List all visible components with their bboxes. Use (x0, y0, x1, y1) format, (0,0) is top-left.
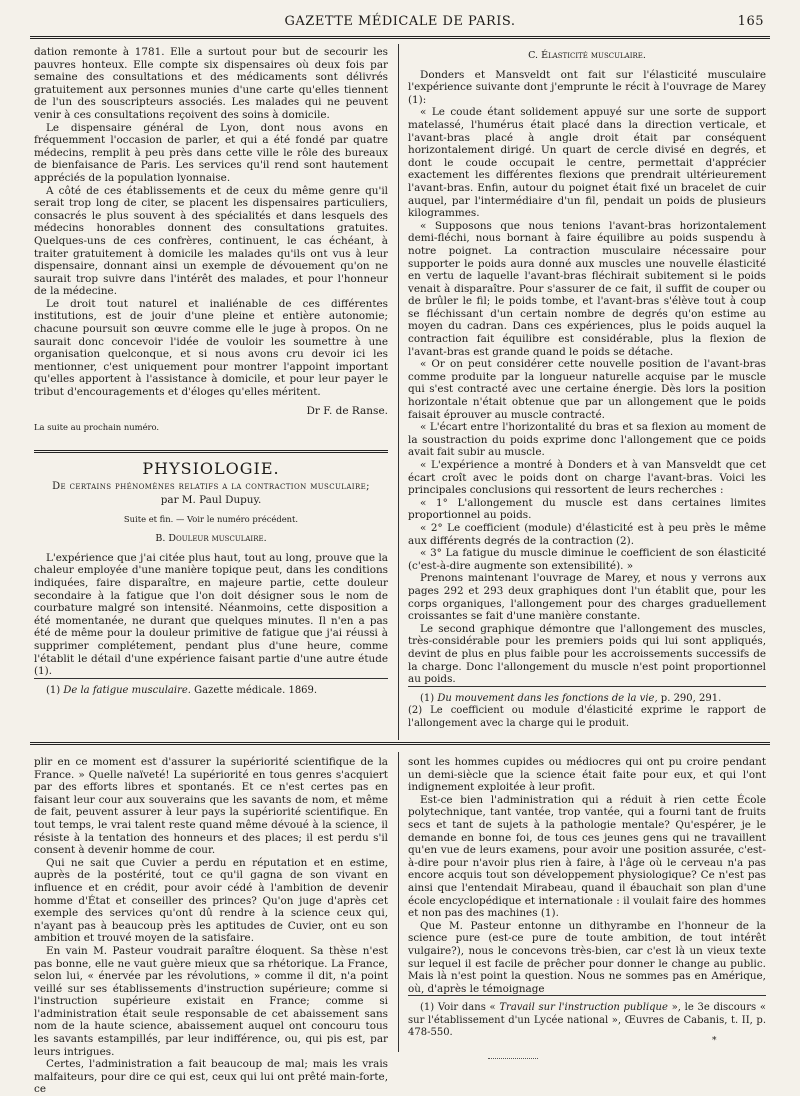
paragraph: « L'expérience a montré à Donders et à van Mansveldt que cet écart croît avec le poids dont on charge l'avant-bras. Voici les principales conclusions qui ressortent de leurs recherches : (408, 459, 766, 497)
article-title: De certains phénomènes relatifs a la contraction musculaire; (52, 481, 370, 493)
paragraph: Prenons maintenant l'ouvrage de Marey, et nous y verrons aux pages 292 et 293 deux graphiques dont l'un établit que, pour les corps organiques, l'allongement pour des charges graduellement croissantes se fait d'une manière constante. (408, 572, 766, 623)
paragraph: Que M. Pasteur entonne un dithyrambe en l'honneur de la science pure (est-ce pure de toute ambition, de tout intérêt vulgaire?), nous le concevons très-bien, car c'est là un vieux texte sur lequel il est facile de prêcher pour donner le change au public. Mais là n'est point la question. Nous ne sommes pas en Amérique, où, d'après le témoignage (408, 919, 766, 995)
paragraph: « Le coude étant solidement appuyé sur une sorte de support matelassé, l'humérus était placé dans la direction verticale, et l'avant-bras placé à angle droit était par conséquent horizontalement dirigé. Un quart de cercle divisé en degrés, et dont le coude occupait le centre, permettait d'apprécier exactement les différentes flexions que prendrait ultérieurement l'avant-bras. Enfin, autour du poignet était fixé un bracelet de cuir auquel, par l'intermédiaire d'un fil, pendait un poids de plusieurs kilogrammes. (408, 106, 766, 220)
footnote (34, 678, 388, 698)
paragraph: Le dispensaire général de Lyon, dont nous avons en fréquemment l'occasion de parler, et qui a été fondé par quatre médecins, remplit à peu près dans cette ville le rôle des bureaux de bienfaisance de Paris. Les services qu'il rend sont hautement appréciés de la population lyonnaise. (34, 121, 388, 184)
footnote-rest: », le 3e discours « sur l'établissement d'un Lycée national », Œuvres de Cabanis, t. II, p. 478-550. (408, 1002, 766, 1039)
left-column (34, 46, 388, 697)
subsection-title: C. Élasticité musculaire. (528, 50, 646, 61)
section-rule (34, 450, 388, 453)
footnote-title: Du mouvement dans les fonctions de la vie, (437, 692, 658, 704)
continuation-note: Suite et fin. — Voir le numéro précédent. (123, 513, 299, 524)
paragraph: « Supposons que nous tenions l'avant-bras horizontalement demi-fléchi, nous bornant à faire équilibre au poids suspendu à notre poignet. La contraction musculaire nécessaire pour supporter le poids aura donné aux muscles une nouvelle élasticité en vertu de laquelle l'avant-bras fléchirait subitement si le poids venait à disparaître. Pour s'assurer de ce fait, il suffit de couper ou de brûler le fil; le poids tombe, et l'avant-bras s'élève tout à coup se fléchissant d'un certain nombre de degrés qu'on estime au moyen du cadran. Dans ces expériences, plus le poids auquel la contraction fait équilibre est considérable, plus la flexion de l'avant-bras est grande quand le poids se détache. (408, 219, 766, 358)
paragraph: L'expérience que j'ai citée plus haut, tout au long, prouve que la chaleur employée d'une manière topique peut, dans les conditions indiquées, faire disparaître, en majeure partie, cette douleur secondaire à la fatigue que l'on doit désigner sous le nom de courbature malgré son intensité. Néanmoins, cette disposition a été momentanée, ne durant que quelques minutes. Il n'en a pas été de même pour la douleur primitive de fatigue que j'ai réussi à supprimer complétement, pendant plus d'une heure, comme l'établit le détail d'une expérience faisant partie d'une autre étude (1). (34, 551, 388, 678)
section-divider (30, 742, 770, 745)
paragraph: A côté de ces établissements et de ceux du même genre qu'il serait trop long de citer, se placent les dispensaires particuliers, consacrés le plus souvent à des spécialités et dans lesquels des médecins honorables donnent des consultations gratuites. Quelques-uns de ces confrères, continuent, le cas échéant, à traiter gratuitement à domicile les malades qu'ils ont vus à leur dispensaire, donnant ainsi un exemple de dévouement qu'on ne saurait trop suivre dans l'intérêt des malades, et pour l'honneur de la médecine. (34, 184, 388, 298)
paragraph: « Or on peut considérer cette nouvelle position de l'avant-bras comme produite par la longueur naturelle acquise par le muscle qui s'est contracté avec une certaine énergie. Dès lors la position horizontale n'était obtenue que par un allongement que le poids faisait éprouver au muscle contracté. (408, 358, 766, 421)
footnote-lead: (1) Voir dans « (420, 1002, 500, 1014)
bottom-left-column (34, 756, 388, 1096)
continuation-note: La suite au prochain numéro. (34, 422, 160, 433)
footnote-pages: p. 290, 291. (657, 692, 722, 704)
paragraph: « 2° Le coefficient (module) d'élasticité est à peu près le même aux différents degrés de la contraction (2). (408, 521, 766, 547)
paragraph: Le droit tout naturel et inaliénable de ces différentes institutions, est de jouir d'une pleine et entière autonomie; chacune poursuit son œuvre comme elle le juge à propos. On ne saurait donc concevoir l'idée de vouloir les soumettre à une organisation quelconque, et si nous avons cru devoir ici les mentionner, c'est uniquement pour montrer l'appoint important qu'elles apportent à l'assistance à domicile, et pour leur payer le tribut d'encouragements et d'éloges qu'elles méritent. (34, 297, 388, 399)
paragraph: Certes, l'administration a fait beaucoup de mal; mais les vrais malfaiteurs, pour dire ce qui est, ceux qui lui ont prêté main-forte, ce (34, 1058, 388, 1096)
footnote (408, 995, 766, 1040)
ornament-rule (488, 1058, 538, 1059)
right-column (408, 46, 766, 730)
bottom-right-column (408, 756, 766, 1040)
column-divider-bottom (398, 752, 399, 1052)
footnote (408, 686, 766, 706)
paragraph: Est-ce bien l'administration qui a réduit à rien cette École polytechnique, tant vantée, trop vantée, qui a fourni tant de fruits secs et tant de sujets à la pathologie mentale? Qu'espérer, je le demande en bonne foi, de tous ces jeunes gens qui ne travaillent qu'en vue de leurs examens, pour avoir une position assurée, c'est-à-dire pour n'avoir plus rien à faire, à l'âge où le cerveau n'a pas encore acquis tout son développement physiologique? Ce n'est pas ainsi que l'entendait Mirabeau, quand il ébauchait son plan d'une école encyclopédique et internationale : il voulait faire des hommes et non pas des machines (1). (408, 793, 766, 920)
column-divider (398, 44, 399, 740)
journal-title: GAZETTE MÉDICALE DE PARIS. (284, 14, 516, 29)
paragraph: « L'écart entre l'horizontalité du bras et sa flexion au moment de la soustraction du poids exprime donc l'allongement que ce poids avait fait subir au muscle. (408, 421, 766, 459)
subsection-title: B. Douleur musculaire. (155, 533, 267, 545)
paragraph: Qui ne sait que Cuvier a perdu en réputation et en estime, auprès de la postérité, tout ce qu'il gagna de son vivant en influence et en crédit, pour avoir cédé à l'ambition de devenir homme d'État et conseiller des princes? Qu'on juge d'après cet exemple des services qu'ont dû rendre à la science ceux qui, n'ayant pas à beaucoup près les aptitudes de Cuvier, ont eu son ambition et trouvé moyen de la satisfaire. (34, 856, 388, 945)
footnote-number: (1) (420, 692, 435, 704)
section-title: PHYSIOLOGIE. (142, 458, 280, 478)
footnote-title: Travail sur l'instruction publique (499, 1002, 668, 1014)
footnote-source: Gazette médicale. 1869. (190, 684, 318, 696)
paragraph: sont les hommes cupides ou médiocres qui ont pu croire pendant un demi-siècle que la science était faite pour eux, et qui l'ont indignement exploitée à leur profit. (408, 756, 766, 794)
page-number: 165 (737, 14, 764, 29)
footnote: (2) Le coefficient ou module d'élasticité exprime le rapport de l'allongement avec la charge qui le produit. (408, 705, 766, 729)
paragraph: « 1° L'allongement du muscle est dans certaines limites proportionnel au poids. (408, 496, 766, 522)
paragraph: Le second graphique démontre que l'allongement des muscles, très-considérable pour les premiers poids qui lui sont appliqués, devint de plus en plus faible pour les accroissements successifs de la charge. Donc l'allongement du muscle n'est point proportionnel au poids. (408, 622, 766, 686)
author-signature: Dr F. de Ranse. (306, 404, 388, 417)
running-header (30, 14, 770, 34)
paragraph: Donders et Mansveldt ont fait sur l'élasticité musculaire l'expérience suivante dont j'emprunte le récit à l'ouvrage de Marey (1): (408, 68, 766, 106)
footnote-title: De la fatigue musculaire. (63, 684, 191, 696)
paragraph: plir en ce moment est d'assurer la supériorité scientifique de la France. » Quelle naïveté! La supériorité en tous genres s'acquiert par des efforts libres et spontanés. Et ce n'est certes pas en faisant leur cour aux souverains que les savants de nom, et même de fait, peuvent assurer à leur pays la supériorité scientifique. En tout temps, le vrai talent reste quand même dévoué à la science, il résiste à la tentation des honneurs et des places; il est perdu s'il consent à devenir homme de cour. (34, 756, 388, 857)
paragraph: En vain M. Pasteur voudrait paraître éloquent. Sa thèse n'est pas bonne, elle ne vaut guère mieux que sa rhétorique. La France, selon lui, « énervée par les révolutions, » comme il dit, n'a point veillé sur ses établissements d'instruction supérieure; comme si l'instruction supérieure existait en France; comme si l'administration était seule responsable de cet abaissement sans nom de la haute science, abaissement auquel ont concouru tous les savants estampillés, par leur indifférence, ou, qui pis est, par leurs intrigues. (34, 944, 388, 1058)
paragraph: « 3° La fatigue du muscle diminue le coefficient de son élasticité (c'est-à-dire augmente son extensibilité). » (408, 547, 766, 572)
footnote-number: (1) (46, 684, 61, 696)
paragraph: dation remonte à 1781. Elle a surtout pour but de secourir les pauvres honteux. Elle compte six dispensaires où deux fois par semaine des consultations et des médicaments sont délivrés gratuitement aux personnes munies d'une carte qu'elles tiennent de l'un des souscripteurs associés. Les malades qui ne peuvent venir à ces consultations reçoivent des soins à domicile. (34, 46, 388, 121)
ornament-star: * (712, 1036, 717, 1046)
header-rule (30, 36, 770, 39)
article-byline: par M. Paul Dupuy. (160, 494, 262, 506)
